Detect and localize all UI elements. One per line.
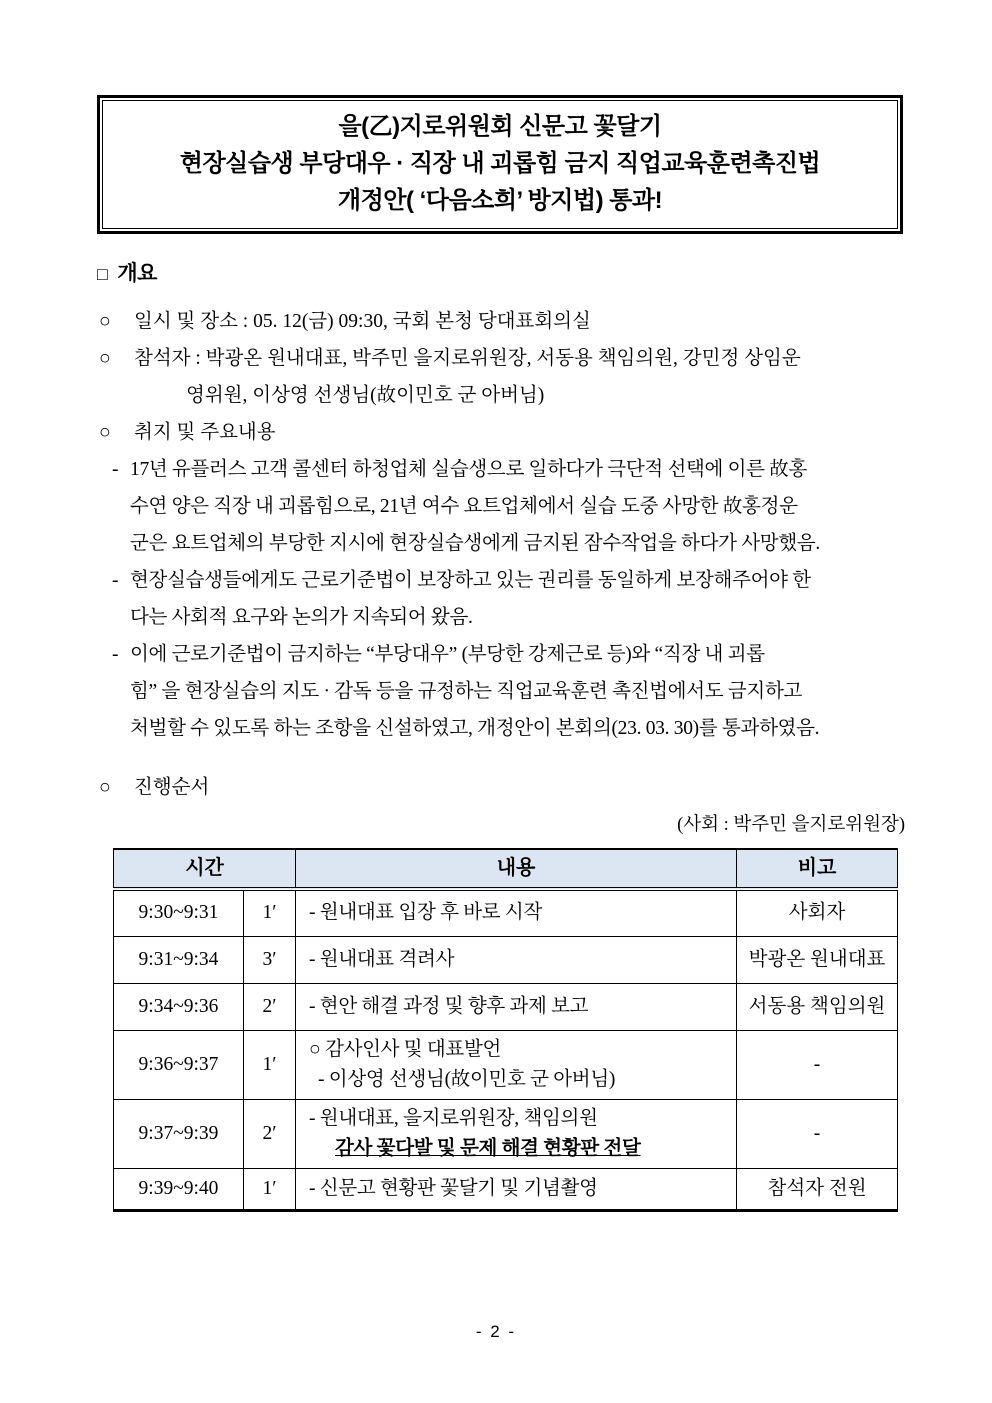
schedule-note: 박광온 원내대표 — [737, 936, 898, 983]
overview-item-attendees-line-1: 참석자 : 박광온 원내대표, 박주민 을지로위원장, 서동용 책임의원, 강민정 상임운 — [134, 348, 801, 369]
overview-item-purpose — [97, 414, 907, 451]
schedule-table — [113, 848, 898, 1212]
schedule-note: 서동용 책임의원 — [737, 983, 898, 1030]
schedule-note: 사회자 — [737, 889, 898, 936]
purpose-paragraph-1-line-1: 17년 유플러스 고객 콜센터 하청업체 실습생으로 일하다가 극단적 선택에 이른 故홍 — [130, 459, 808, 480]
purpose-paragraph-3-line-2: 힘” 을 현장실습의 지도 · 감독 등을 규정하는 직업교육훈련 촉진법에서도 금지하고 — [130, 681, 803, 702]
schedule-content-line-emphasis: 감사 꽃다발 및 문제 해결 현황판 전달 — [335, 1137, 641, 1159]
schedule-time: 9:36~9:37 — [114, 1030, 244, 1099]
document-title-line-3: 개정안( ‘다음소희’ 방지법) 통과! — [337, 187, 663, 214]
schedule-header-time: 시간 — [114, 849, 296, 889]
table-row — [114, 936, 898, 983]
purpose-paragraph-2-line-1: 현장실습생들에게도 근로기준법이 보장하고 있는 권리를 동일하게 보장해주어야 한 — [130, 570, 811, 591]
host-note: (사회 : 박주민 을지로위원장) — [677, 815, 905, 835]
overview-item-purpose-text: 취지 및 주요내용 — [134, 422, 276, 443]
schedule-time: 9:31~9:34 — [114, 936, 244, 983]
proceedings-heading-label: 진행순서 — [134, 777, 210, 798]
overview-heading — [97, 258, 907, 290]
schedule-time: 9:30~9:31 — [114, 889, 244, 936]
schedule-duration: 3′ — [244, 936, 296, 983]
table-row — [114, 1099, 898, 1168]
schedule-content — [296, 936, 737, 983]
schedule-content-line: - 원내대표, 을지로위원장, 책임의원 — [309, 1107, 598, 1129]
schedule-content — [296, 1099, 737, 1168]
dash-bullet-icon: - — [112, 644, 119, 665]
purpose-paragraph-1-line-2: 수연 양은 직장 내 괴롭힘으로, 21년 여수 요트업체에서 실습 도중 사망한 故홍정운 — [130, 496, 798, 517]
overview-item-datetime-text: 일시 및 장소 : 05. 12(금) 09:30, 국회 본청 당대표회의실 — [134, 311, 591, 332]
proceedings-heading — [97, 769, 907, 806]
dash-bullet-icon: - — [112, 570, 119, 591]
schedule-time: 9:37~9:39 — [114, 1099, 244, 1168]
schedule-content — [296, 889, 737, 936]
schedule-duration: 1′ — [244, 1168, 296, 1210]
purpose-paragraph-3-line-3: 처벌할 수 있도록 하는 조항을 신설하였고, 개정안이 본회의(23. 03. 30)를 통과하였음. — [130, 718, 820, 739]
table-row — [114, 889, 898, 936]
schedule-content-line: - 현안 해결 과정 및 향후 과제 보고 — [309, 995, 589, 1017]
purpose-paragraph-2-line-2: 다는 사회적 요구와 논의가 지속되어 왔음. — [130, 607, 473, 628]
purpose-paragraph-1-line-3: 군은 요트업체의 부당한 지시에 현장실습생에게 금지된 잠수작업을 하다가 사망했음. — [130, 533, 820, 554]
schedule-content-line: ○ 감사인사 및 대표발언 — [309, 1038, 502, 1060]
circle-bullet-icon: ○ — [99, 348, 111, 369]
purpose-paragraph-2 — [97, 562, 907, 636]
schedule-content — [296, 1168, 737, 1210]
overview-heading-label: 개요 — [117, 262, 157, 285]
circle-bullet-icon: ○ — [99, 422, 111, 443]
overview-item-attendees-line-2: 영위원, 이상영 선생님(故이민호 군 아버님) — [186, 385, 545, 406]
schedule-note: 참석자 전원 — [737, 1168, 898, 1210]
schedule-header-content: 내용 — [296, 849, 737, 889]
overview-item-attendees — [97, 340, 907, 414]
schedule-duration: 2′ — [244, 983, 296, 1030]
schedule-content-line: - 신문고 현황판 꽃달기 및 기념촬영 — [309, 1177, 598, 1199]
circle-bullet-icon: ○ — [99, 777, 111, 798]
schedule-note: - — [737, 1030, 898, 1099]
document-title-line-2: 현장실습생 부당대우 · 직장 내 괴롭힘 금지 직업교육훈련촉진법 — [179, 150, 821, 177]
table-row — [114, 1168, 898, 1210]
purpose-paragraph-1 — [97, 451, 907, 562]
square-bullet-icon: □ — [97, 264, 108, 284]
table-row — [114, 983, 898, 1030]
purpose-paragraph-3 — [97, 636, 907, 747]
page-number: - 2 - — [475, 1322, 517, 1341]
document-title-line-1: 을(乙)지로위원회 신문고 꽃달기 — [338, 113, 662, 140]
schedule-content-line: - 이상영 선생님(故이민호 군 아버님) — [318, 1068, 616, 1090]
schedule-time: 9:34~9:36 — [114, 983, 244, 1030]
table-row — [114, 1030, 898, 1099]
schedule-content-line: - 원내대표 입장 후 바로 시작 — [309, 902, 542, 924]
dash-bullet-icon: - — [112, 459, 119, 480]
schedule-note: - — [737, 1099, 898, 1168]
schedule-content-line: - 원내대표 격려사 — [309, 948, 455, 970]
title-box — [97, 95, 903, 234]
schedule-time: 9:39~9:40 — [114, 1168, 244, 1210]
document-body — [97, 258, 907, 1212]
circle-bullet-icon: ○ — [99, 311, 111, 332]
schedule-duration: 2′ — [244, 1099, 296, 1168]
schedule-content — [296, 1030, 737, 1099]
schedule-duration: 1′ — [244, 1030, 296, 1099]
overview-item-datetime — [97, 303, 907, 340]
title-box-inner — [102, 100, 898, 229]
purpose-paragraph-3-line-1: 이에 근로기준법이 금지하는 “부당대우” (부당한 강제근로 등)와 “직장 내 괴롭 — [130, 644, 765, 665]
schedule-duration: 1′ — [244, 889, 296, 936]
schedule-header-note: 비고 — [737, 849, 898, 889]
schedule-content — [296, 983, 737, 1030]
schedule-header-row — [114, 849, 898, 889]
